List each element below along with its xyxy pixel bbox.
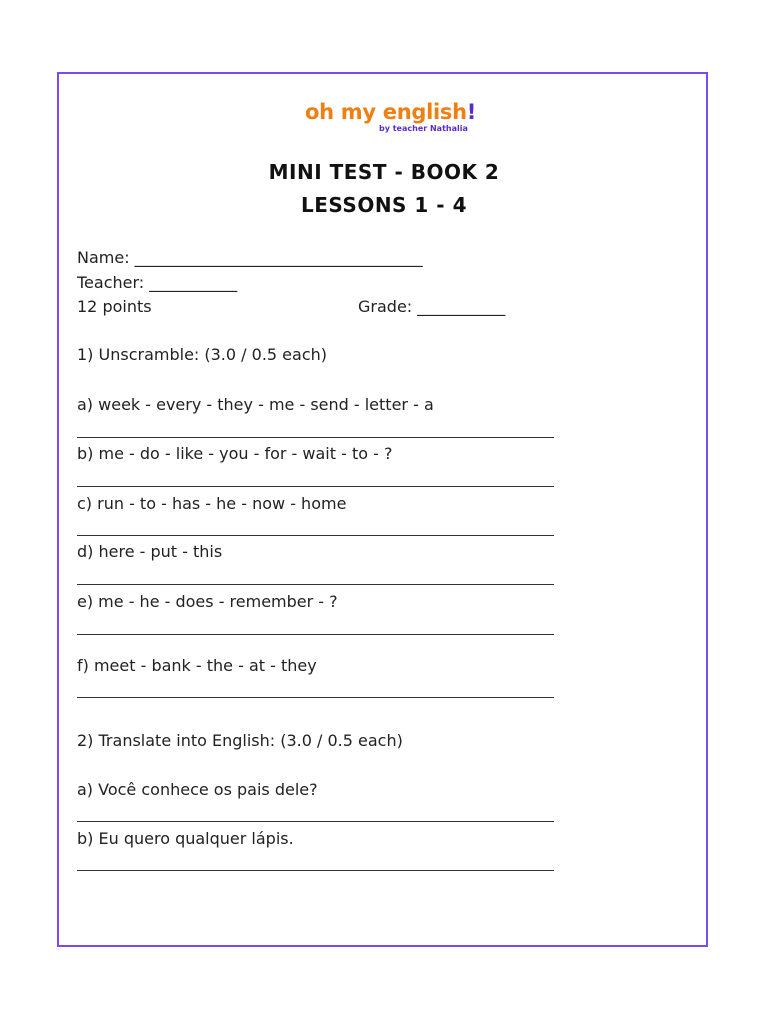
question-item: f) meet - bank - the - at - they [77,656,317,675]
logo-subtitle: by teacher Nathalia [379,124,468,133]
answer-line [77,697,554,698]
teacher-field: Teacher: ___________ [77,273,238,292]
points-label: 12 points [77,297,152,316]
answer-line [77,486,554,487]
grade-field: Grade: ___________ [358,297,506,316]
answer-line [77,821,554,822]
question-item: e) me - he - does - remember - ? [77,592,338,611]
name-field: Name: ____________________________________ [77,248,423,267]
answer-line [77,535,554,536]
answer-line [77,584,554,585]
answer-line [77,437,554,438]
section2-heading: 2) Translate into English: (3.0 / 0.5 each) [77,731,403,750]
question-item: d) here - put - this [77,542,223,561]
test-title: MINI TEST - BOOK 2 [268,160,500,184]
question-item: b) me - do - like - you - for - wait - to - ? [77,444,393,463]
answer-line [77,634,554,635]
question-item: a) week - every - they - me - send - letter - a [77,395,434,414]
section1-heading: 1) Unscramble: (3.0 / 0.5 each) [77,345,327,364]
logo-text: oh my english! [305,100,477,124]
question-item: c) run - to - has - he - now - home [77,494,347,513]
answer-line [77,870,554,871]
question-item: a) Você conhece os pais dele? [77,780,318,799]
logo [305,100,475,136]
test-subtitle: LESSONS 1 - 4 [301,193,467,217]
question-item: b) Eu quero qualquer lápis. [77,829,294,848]
